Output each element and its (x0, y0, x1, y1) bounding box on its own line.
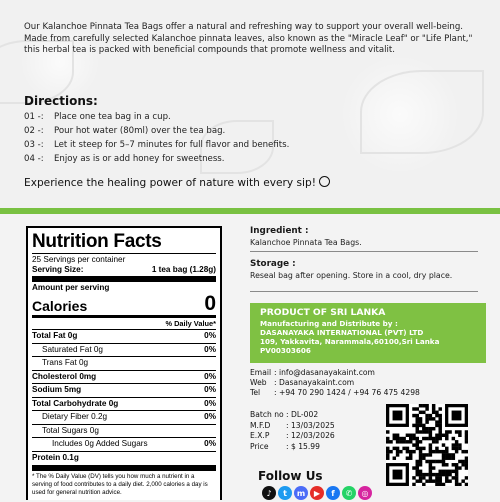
instagram-icon[interactable]: ◎ (358, 486, 372, 500)
nutrient-row: Includes 0g Added Sugars 0% (32, 437, 216, 451)
product-origin: PRODUCT OF SRI LANKA (260, 307, 386, 318)
nutrient-row: Total Sugars 0g (32, 424, 216, 438)
daily-value-header: % Daily Value* (165, 319, 216, 328)
tagline: Experience the healing power of nature with every sip! (24, 176, 484, 189)
batch-info: Batch no : DL-002 M.F.D : 13/03/2025 E.X.P : 12/03/2026 Price : $ 15.99 (250, 410, 335, 451)
facebook-icon[interactable]: f (326, 486, 340, 500)
social-icons (262, 486, 372, 500)
website-link[interactable]: : Dasanayakaint.com (274, 378, 355, 387)
nutrient-row: Dietary Fiber 0.2g 0% (32, 410, 216, 424)
direction-step: 02 -: Pour hot water (80ml) over the tea bag. (24, 126, 226, 136)
ingredient-title: Ingredient : (250, 226, 309, 236)
nutrient-row: Sodium 5mg 0% (32, 383, 216, 397)
serving-size: Serving Size: 1 tea bag (1.28g) (32, 265, 216, 274)
direction-step: 03 -: Let it steep for 5–7 minutes for full flavor and benefits. (24, 140, 290, 150)
twitter-icon[interactable]: t (278, 486, 292, 500)
qr-code[interactable] (386, 404, 468, 486)
contact-info: Email : info@dasanayakaint.com Web : Dasanayakaint.com Tel : +94 70 290 1424 / +94 76 475 4298 (250, 368, 420, 397)
direction-step: 01 -: Place one tea bag in a cup. (24, 112, 171, 122)
divider (250, 251, 478, 252)
qr-code-graphic (386, 404, 468, 486)
tiktok-icon[interactable]: ♪ (262, 486, 276, 500)
nutrition-facts-panel (26, 226, 222, 500)
nutrition-title: Nutrition Facts (32, 231, 162, 252)
ingredient-value: Kalanchoe Pinnata Tea Bags. (250, 238, 362, 247)
storage-value: Reseal bag after opening. Store in a cool, dry place. (250, 271, 453, 280)
directions-title: Directions: (24, 94, 98, 108)
phone-number: : +94 70 290 1424 / +94 76 475 4298 (274, 388, 420, 397)
nutrient-row: Trans Fat 0g (32, 356, 216, 370)
amount-per-serving: Amount per serving (32, 283, 110, 292)
servings-per-container: 25 Servings per container (32, 255, 126, 264)
nutrient-row: Total Fat 0g 0% (32, 329, 216, 343)
intro-text: Our Kalanchoe Pinnata Tea Bags offer a natural and refreshing way to support your overall well-being. Made from carefully selected Kalanchoe pinnata leaves, also known as the "Miracle Leaf" or "Life Plant," this herbal tea is packed with beneficial compounds that promote wellness and vitalit. (24, 22, 473, 55)
messenger-icon[interactable]: m (294, 486, 308, 500)
divider (250, 291, 478, 292)
storage-title: Storage : (250, 259, 296, 269)
calories-row: Calories 0 (32, 292, 216, 315)
follow-us-title: Follow Us (258, 469, 323, 483)
nutrient-row: Cholesterol 0mg 0% (32, 370, 216, 384)
nutrient-row: Saturated Fat 0g 0% (32, 343, 216, 357)
nutrient-row: Protein 0.1g (32, 451, 216, 465)
leaf-icon (319, 176, 330, 187)
nutrient-row: Total Carbohydrate 0g 0% (32, 397, 216, 411)
direction-step: 04 -: Enjoy as is or add honey for sweetness. (24, 154, 225, 164)
manufacture-date: : 13/03/2025 (286, 420, 335, 430)
product-info-box: PRODUCT OF SRI LANKA Manufacturing and Distribute by : DASANAYAKA INTERNATIONAL (PVT) LTD 109, Yakkavita, Narammala,60100,Sri Lanka PV00303606 (250, 303, 486, 363)
price: : $ 15.99 (286, 441, 320, 451)
nutrition-footnote: * The % Daily Value (DV) tells you how much a nutrient in a serving of food contributes to a daily diet. 2,000 calories a day is used for general nutrition advice. (32, 473, 208, 496)
expiry-date: : 12/03/2026 (286, 431, 335, 440)
youtube-icon[interactable]: ▶ (310, 486, 324, 500)
directions-list (24, 110, 464, 166)
email-link[interactable]: : info@dasanayakaint.com (274, 368, 375, 377)
batch-number: : DL-002 (286, 410, 319, 419)
whatsapp-icon[interactable]: ✆ (342, 486, 356, 500)
